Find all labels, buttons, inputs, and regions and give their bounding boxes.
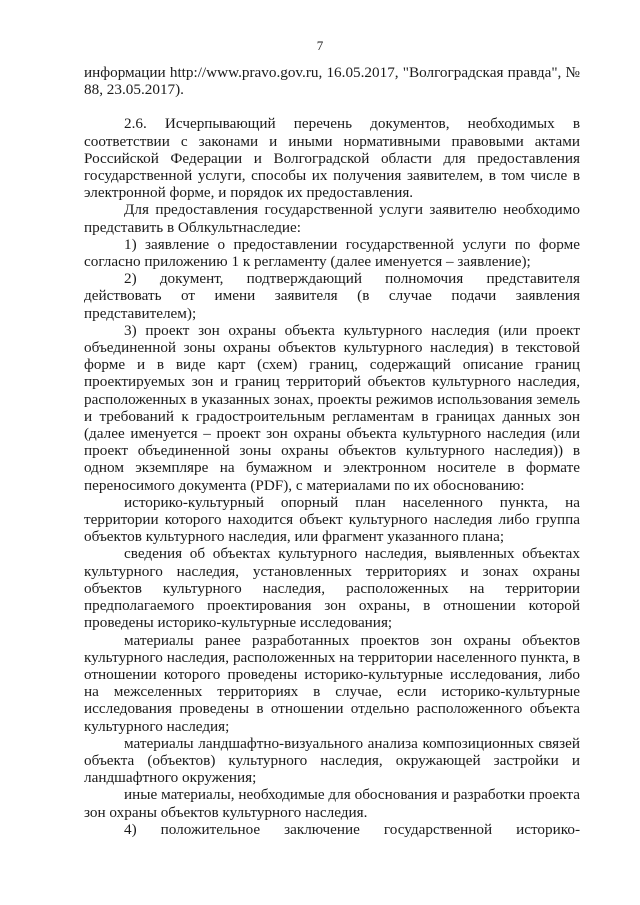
subitem-reference-plan: историко-культурный опорный план населенного пункта, на территории которого находится объект культурного наследия либо группа объектов культурного наследия, или фрагмент указанного плана;	[84, 493, 580, 546]
subitem-landscape-analysis: материалы ландшафтно-визуального анализа композиционных связей объекта (объектов) культурного наследия, окружающей застройки и ландшафтного окружения;	[84, 734, 580, 787]
list-item-4-positive-conclusion: 4) положительное заключение государственной историко-	[124, 820, 580, 838]
list-item-2-authority-document: 2) документ, подтверждающий полномочия представителя действовать от имени заявителя (в случае подачи заявления представителем);	[84, 270, 580, 322]
paragraph-source-reference: информации http://www.pravo.gov.ru, 16.05.2017, "Волгоградская правда", № 88, 23.05.2017).	[84, 64, 580, 99]
page-number: 7	[316, 38, 324, 53]
subitem-heritage-information: сведения об объектах культурного наследия, выявленных объектах культурного наследия, установленных территориях и зонах охраны объектов культурного наследия, расположенных на территории предполагаемого проектирования зон охраны, в отношении которой проведены историко-культурные исследования;	[84, 545, 580, 632]
subitem-other-materials: иные материалы, необходимые для обоснования и разработки проекта зон охраны объектов культурного наследия.	[84, 786, 580, 821]
paragraph-documents-intro: Для предоставления государственной услуги заявителю необходимо представить в Облкультнаследие:	[84, 201, 580, 236]
list-item-3-protection-zone-project: 3) проект зон охраны объекта культурного наследия (или проект объединенной зоны охраны объектов культурного наследия) в текстовой форме и в виде карт (схем) границ, содержащий описание границ проектируемых зон и границ территорий объектов культурного наследия, расположенных в указанных зонах, проекты режимов использования земель и требований к градостроительным регламентам в границах данных зон (далее именуется – проект зон охраны объекта культурного наследия (или проект объединенной зоны охраны объектов культурного наследия)) в одном экземпляре на бумажном и электронном носителе в формате переносимого документа (PDF), с материалами по их обоснованию:	[84, 321, 580, 494]
paragraph-section-2-6: 2.6. Исчерпывающий перечень документов, необходимых в соответствии с законами и иными нормативными правовыми актами Российской Федерации и Волгоградской области для предоставления государственной услуги, способы их получения заявителем, в том числе в электронной форме, и порядок их предоставления.	[84, 115, 580, 202]
document-body	[84, 64, 580, 838]
list-item-1-application: 1) заявление о предоставлении государственной услуги по форме согласно приложению 1 к регламенту (далее именуется – заявление);	[84, 235, 580, 271]
subitem-previous-projects: материалы ранее разработанных проектов зон охраны объектов культурного наследия, расположенных на территории населенного пункта, в отношении которого проведены историко-культурные исследования, либо на межселенных территориях в случае, если историко-культурные исследования проведены в отношении отдельно расположенного объекта культурного наследия;	[84, 631, 580, 735]
